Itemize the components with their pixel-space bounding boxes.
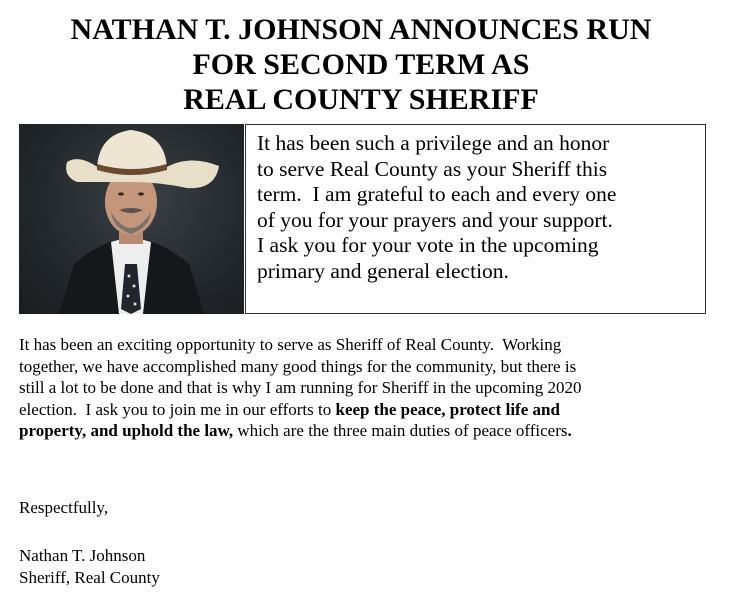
signature-name: Nathan T. Johnson <box>19 546 146 565</box>
quote-line: It has been such a privilege and an honor <box>257 131 610 155</box>
quote-line: I ask you for your vote in the upcoming <box>257 233 599 257</box>
closing: Respectfully, <box>19 498 109 517</box>
body-line-2: together, we have accomplished many good things for the community, but there is <box>19 356 577 376</box>
quote-box <box>245 124 706 314</box>
body-line-1: It has been an exciting opportunity to serve as Sheriff of Real County. Working <box>19 335 562 354</box>
body-line-4-text: election. I ask you to join me in our efforts to <box>19 399 336 419</box>
headline-line-3: REAL COUNTY SHERIFF <box>183 83 539 116</box>
quote-line: term. I am grateful to each and every one <box>257 182 617 206</box>
quote-line: to serve Real County as your Sheriff this <box>257 156 608 181</box>
signature-block <box>19 545 160 589</box>
body-end-period: . <box>567 421 572 440</box>
body-line-4 <box>19 399 734 421</box>
portrait-illustration <box>19 124 244 314</box>
duties-emphasis-1: keep the peace, protect life and <box>335 399 560 419</box>
sheriff-portrait-photo <box>19 124 244 314</box>
headline-line-2: FOR SECOND TERM AS <box>192 48 530 81</box>
signature-title: Sheriff, Real County <box>19 568 160 587</box>
body-line-5-text: which are the three main duties of peace officers <box>233 421 568 440</box>
headline <box>0 12 722 117</box>
quote-line: primary and general election. <box>257 258 509 283</box>
body-line-3: still a lot to be done and that is why I am running for Sheriff in the upcoming 2020 <box>19 378 582 397</box>
duties-emphasis-2: property, and uphold the law, <box>19 421 234 440</box>
headline-line-1: NATHAN T. JOHNSON ANNOUNCES RUN <box>70 13 652 46</box>
quote-line: of you for your prayers and your support. <box>257 207 613 232</box>
body-line-5 <box>19 420 734 442</box>
body-paragraph <box>19 334 734 442</box>
